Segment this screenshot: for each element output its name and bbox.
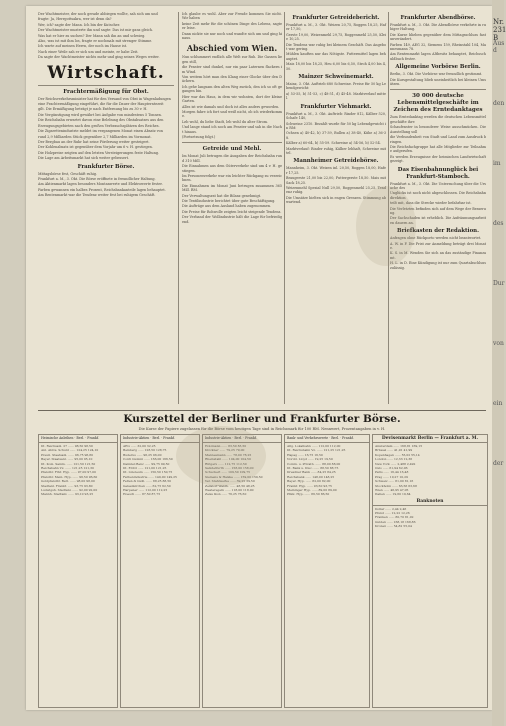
table-row: Wien ...... 46,95 47,05	[375, 487, 409, 492]
table-row: Pfälz. Hyp. ...... 86,50 86,50	[287, 492, 330, 497]
text-line: Farben gewannen ein halbes Prozent, Reichsbankanteile lagen behauptet.	[38, 187, 166, 192]
subheading-getreide: Getreide und Mehl.	[202, 146, 262, 153]
table-row: Salzdetfurth ...... 158,00 158,00	[205, 465, 254, 470]
col2-story-text	[182, 55, 282, 139]
table-row: Brüssel ...... 41,91 41,99	[375, 448, 413, 453]
table-row: Rütgers ...... 112,75 112,50	[205, 461, 247, 466]
col4-text-1	[390, 23, 486, 61]
text-line: Gerste 19,00, Weizenmehl 29,75, Roggenmehl 25,50, Kleie 10,25.	[286, 32, 386, 42]
text-line: Die Umsätze hielten sich in engen Grenzen. Stimmung abwartend.	[286, 195, 386, 205]
banknoten-title: Banknoten	[373, 498, 487, 506]
text-line: Ochsen a) 40-42, b) 37-39, Bullen a) 38-40, Kühe a) 36-38.	[286, 131, 386, 140]
text-line: Von weitem hört man den Klang einer Glocke über den Dächern.	[182, 75, 282, 84]
text-line: Die Zigarettenindustrie meldet im vergangenen Monat einen Absatz von	[38, 129, 163, 134]
text-line: Unglücks ist noch nicht abgeschlossen. Die Reichsbahndirektion	[390, 191, 486, 200]
table-row: Dollar ...... 2,44 2,46	[375, 506, 407, 511]
table-row: Amsterdam ...... 168,81 169,15	[375, 444, 423, 448]
table-row: Dt. Bank u. Disc. ...... 88,50 88,75	[287, 465, 339, 470]
adjacent-page-text: von	[493, 340, 504, 347]
bourse-table-devisen	[372, 434, 488, 708]
text-line: eine Frachtermäßigung eingeführt, die für die Dauer der Haupterntezeit	[38, 102, 164, 107]
text-line: Im Personenverkehr war ein leichter Rückgang zu verzeichnen.	[182, 173, 283, 183]
subheading-viehmarkt: Frankfurter Viehmarkt.	[300, 103, 372, 110]
col2-top-text	[182, 12, 282, 40]
col3-text-1	[286, 23, 386, 71]
table-row: Dt. Linoleum ...... 150,50 150,75	[123, 470, 173, 475]
text-line: Der Verwaltungsrat hat die Bilanz genehmigt.	[182, 193, 262, 198]
text-line: Alles ist wie damals und doch ist alles anders geworden.	[182, 104, 280, 109]
text-line: a) 53-55, b) 51-53, c) 48-51, d) 45-48. Marktverlauf mittel.	[286, 91, 386, 101]
text-line: Braugerste 21,00 bis 22,00, Futtergerste 18,50. Mais mit Sack 18,25.	[286, 176, 386, 185]
subheading-schweinemarkt: Mainzer Schweinemarkt.	[298, 74, 374, 81]
col1-top-text	[38, 12, 174, 60]
text-line: Mainz, 3. Okt. Auftrieb 680 Schweine. Preise für 50 kg Lebendgewicht:	[286, 82, 386, 91]
bourse-table-anleihen	[38, 434, 118, 708]
col1-boerse-text	[38, 172, 174, 198]
text-line: Zum Erntedanktag werden die deutschen Lebensmittelgeschäfte ihre	[390, 115, 486, 124]
text-line: K. S. in M. Wenden Sie sich an das zuständige Finanzamt.	[390, 251, 486, 260]
text-line: Die Holzpreise zeigten auf den letzten Versteigerungen feste Haltung.	[38, 150, 160, 155]
table-row: Nordd. Lloyd ...... 19,25 19,50	[287, 457, 333, 462]
text-line: (Fortsetzung folgt.)	[182, 134, 216, 139]
table-row: Comm. u. Privatb. ...... 88,00 88,00	[287, 461, 341, 466]
table-row: Reichsbank ...... 148,00 148,25	[287, 474, 335, 479]
column-2	[182, 12, 282, 408]
table-row: Paris ...... 16,44 16,48	[375, 470, 409, 475]
text-line: H. L. in D. Eine Kündigung ist nur zum Quartalsschluss zulässig.	[390, 261, 486, 270]
adjacent-page-text: den	[493, 100, 505, 107]
bourse-subtitle: Die Kurse der Papiere zugelassen für die Börse vom heutigen Tage sind in Reichsmark für 100 RM. Nennwert, Prozentangaben in v. H.	[138, 427, 386, 431]
table-row: Hapag ...... 16,75 16,50	[287, 452, 323, 457]
text-line: Mais 18,00 bis 18,25, Heu 6,00 bis 6,50, Stroh 4,00 bis 4,50.	[286, 62, 386, 71]
table-row: Zellstoff Waldh. ...... 48,50 48,25	[205, 483, 255, 488]
table-row: Siemens & Halske ...... 159,00 159,50	[205, 474, 263, 479]
table-row: Italien ...... 19,60 19,64	[375, 492, 411, 497]
table-row: Oslo ...... 61,94 62,06	[375, 465, 408, 470]
subheading-mannheim: Mannheimer Getreidebörse.	[293, 158, 379, 165]
table-row: London ...... 12,33 12,36	[375, 457, 413, 462]
table-row: Anl. Ablös. Schuld ...... 124,25 124,10	[41, 448, 99, 453]
subheading-abendboerse: Frankfurter Abendbörse.	[400, 15, 476, 21]
text-line: teilt mit, dass die Strecke wieder befahrbar ist.	[390, 201, 472, 206]
table-row: Stockholm ...... 63,56 63,68	[375, 483, 417, 488]
table-row: Prag ...... 10,27 10,29	[375, 474, 408, 479]
table-row: Goldpfandbr. Berl. ...... 98,00 98,00	[41, 479, 95, 484]
table-row: Allg. Lokalbahn ...... 112,00 112,00	[287, 444, 341, 448]
table-row: Harpener ...... 112,00 112,25	[123, 487, 168, 492]
text-line: Der Verband der Wollindustrie hält die Lage für befriedigend.	[182, 215, 282, 224]
text-line: Marktverlauf: Rinder ruhig, Kälber lebhaft, Schweine mittel.	[286, 146, 386, 155]
text-line: Der Bergbau an der Ruhr hat seine Förderung weiter gesteigert.	[38, 139, 150, 144]
table-row: Pfandbr. Mein. Hyp. ...... 96,50 96,60	[41, 474, 98, 479]
col4-text-3	[390, 115, 486, 163]
text-line: Leb wohl, du liebe Stadt, leb wohl du alter Strom.	[182, 119, 269, 124]
text-line: Ich warte auf meinen Herrn, der noch im Hause ist.	[38, 44, 128, 49]
text-line: Erzeugungsgebieten nach den großen Verbrauchsplätzen des Reiches.	[38, 123, 160, 128]
text-line: Die Vergünstigung wird gewährt bei Aufgabe von mindestens 5 Tonnen.	[38, 112, 162, 117]
subheading-briefkasten: Briefkasten der Redaktion.	[397, 228, 479, 235]
divider	[390, 89, 486, 90]
text-line: die Verbundenheit von Stadt und Land zum Ausdruck bringen.	[390, 135, 486, 144]
table-row: Ver. Stahlwerke ...... 39,25 39,50	[205, 479, 255, 484]
text-line: Frankfurt a. M., 3. Okt. Die Untersuchung über die Ursache des	[390, 181, 486, 190]
table-row: Franken ...... 80,70 81,02	[375, 515, 414, 520]
adjacent-page-text: im	[493, 160, 501, 167]
text-line: Mannheim, 3. Okt. Weizen inl. 20,50, Roggen 18,00, Hafer 17,25.	[286, 166, 386, 175]
text-line: Da sagte der Wachtmeister nichts mehr und ging seines Weges weiter.	[38, 55, 160, 60]
text-line: Und lange stand ich noch am Fenster und sah in die Nacht hinaus.	[182, 125, 282, 134]
text-line: rund 2,9 Milliarden Stück gegenüber 2,7 Milliarden im Vormonat.	[38, 134, 152, 139]
table-row: Daimler-Benz ...... 99,75 99,50	[123, 461, 170, 466]
subheading-getreidebericht: Frankfurter Getreidebericht.	[292, 15, 380, 21]
text-line: Die Kursgestaltung blieb uneinheitlich bei kleinen Umsätzen.	[390, 77, 486, 87]
text-line: Dann nickte sie nur noch und wandte sich um und ging hinaus.	[182, 31, 282, 41]
divider	[38, 85, 174, 86]
col3-text-3	[286, 112, 386, 156]
table-row: Preuß. Staatsanl. ...... 96,75 96,80	[41, 452, 94, 457]
table-header: Industrie-Aktien · Berl. · Frankf.	[203, 435, 281, 443]
bourse-rule	[38, 410, 486, 411]
table-row: Pfandbr. Frkf. Hyp. ...... 97,00 97,00	[41, 470, 96, 475]
text-line: Der Wachtmeister musterte ihn und sagte: Das ist mir ganz gleich.	[38, 28, 154, 33]
table-row: Klöckner ...... 79,25 79,00	[205, 448, 245, 453]
column-rule	[284, 12, 285, 404]
text-line: die Fenster sind dunkel, nur ein paar Laternen flackern im Wind.	[182, 65, 282, 74]
text-line: Es werden Erzeugnisse der heimischen Landwirtschaft gezeigt.	[390, 154, 486, 164]
table-row: Gulden ...... 168,18 168,86	[375, 519, 416, 524]
table-row: Kronen ...... 54,82 55,04	[375, 524, 412, 529]
text-line: Mühlen kauften nur das Nötigste. Futtermittel lagen behauptet.	[286, 52, 386, 61]
text-line: Farben 149, AEG 32, Siemens 159, Rheinstahl 104, Mannesmann 78.	[390, 42, 486, 52]
table-rows	[373, 443, 487, 498]
adjacent-page-text: der	[493, 460, 504, 467]
bourse-title: Kurszettel der Berliner und Frankfurter Börse.	[123, 413, 401, 425]
text-line: Hier war das Haus, in dem wir wohnten, dort der kleine Garten.	[182, 94, 282, 104]
table-row: Dt. Erdöl ...... 121,00 121,25	[123, 465, 167, 470]
text-line: Ich glaube es wohl. Aber zur Freude kommen Sie nicht. Wir haben	[182, 12, 282, 21]
text-line: Die Lage am Arbeitsmarkt hat sich weiter gebessert.	[38, 156, 130, 161]
adjacent-page-text: ein	[493, 400, 503, 407]
table-row: Felten & Guill. ...... 88,25 88,50	[123, 479, 172, 484]
text-line: Am Rentenmarkt lagen Altbesitz behauptet, Reichsschuldbuch fester.	[390, 52, 486, 61]
text-line: Im Monat Juli betrugen die Ausgaben der Reichsbahn rund 310 Mill.	[182, 154, 282, 163]
headline-lebensmittel: 30 000 deutsche Lebensmittelgeschäfte im Zeichen des Erntedanktages	[393, 93, 483, 114]
text-line: Frankfurt a. M., 3. Okt. Auftrieb: Rinder 812, Kälber 520, Schafe 140,	[286, 111, 386, 121]
table-row: Mannesmann ...... 78,00 78,25	[205, 452, 252, 457]
table-row: Mannh. Stadtanl. ...... 93,10 93,25	[41, 492, 94, 497]
text-line: keine Zeit mehr für die schönen Dinge des Lebens, sagte er leise.	[182, 21, 282, 31]
text-line: Der Sachschaden ist erheblich. Die Aufräumungsarbeiten dauern an.	[390, 216, 486, 225]
table-row: Ludwigsh. Stadtanl. ...... 92,00 92,00	[41, 487, 98, 492]
table-row: Reichsbahn Vz. ...... 121,25 121,30	[41, 465, 94, 470]
text-line: Die Tendenz war ruhig bei kleinem Geschäft. Das Angebot war gering.	[286, 42, 386, 52]
table-rows	[373, 506, 487, 530]
text-line: Morgen fahre ich fort und weiß nicht, ob ich wiederkomme.	[182, 109, 283, 119]
text-line: Frankfurt a. M., 3. Okt. Die Börse eröffnete in freundlicher Haltung.	[38, 176, 156, 181]
text-line: Frankfurt a. M., 3. Okt. Die Abendbörse verkehrte in ruhiger Haltung.	[390, 23, 486, 32]
text-line: Berlin, 3. Okt. Die Vorbörse war freundlich gestimmt.	[390, 72, 483, 77]
adjacent-page-text: des	[493, 220, 504, 227]
table-row: Hoesch ...... 87,50 87,75	[123, 492, 161, 497]
text-line: Die Reichsfachgruppe hat alle Mitglieder zur Teilnahme aufgerufen.	[390, 144, 486, 154]
table-row: New York ...... 2,488 2,492	[375, 461, 416, 466]
text-line: Der Kohlenabsatz ist gegenüber dem Vorjahr um 6 v. H. gestiegen.	[38, 145, 153, 150]
table-row: Stadtanl. Frankf. ...... 93,75 93,80	[41, 483, 93, 488]
text-line: fragte: Ja, Herrgottsakra, wer ist denn da?	[38, 17, 112, 22]
table-row: Meininger Hyp. ...... 89,00 89,00	[287, 487, 337, 492]
text-line: Die Kurse blieben gegenüber dem Mittagsschluss fast unverändert.	[390, 32, 486, 42]
col3-text-2	[286, 82, 386, 101]
text-line: Die Einnahmen aus dem Güterverkehr sind um 4 v. H. gestiegen.	[182, 164, 282, 173]
col4-text-2	[390, 72, 486, 86]
subheading-vorboerse: Allgemeine Vorbörse Berlin.	[395, 64, 481, 71]
table-row: Bemberg ...... 128,50 128,75	[123, 448, 167, 453]
table-row: Schweiz ...... 81,00 81,16	[375, 479, 414, 484]
text-line: Die Preise für Rohwolle zeigten leicht steigende Tendenz.	[182, 209, 282, 214]
text-line: Der Reichsverkehrsminister hat für den Versand von Obst in Wagenladungen	[38, 96, 171, 101]
column-1	[38, 12, 174, 408]
paper-stain	[176, 426, 266, 486]
text-line: Weizenmehl Spezial Null 29,50, Roggenmehl 25,25. Tendenz ruhig.	[286, 185, 386, 195]
table-row: Kopenhagen ...... 55,02 55,14	[375, 452, 420, 457]
table-rows	[39, 443, 117, 498]
table-row: Bayer. Hyp. ...... 82,00 82,00	[287, 479, 331, 484]
section-title-wirtschaft: Wirtschaft.	[47, 62, 165, 83]
table-row: Bayer. Staatsanl. ...... 95,00 95,10	[41, 457, 93, 462]
newspaper-page	[26, 6, 492, 710]
table-row: Gelsenkirchen ...... 62,75 62,50	[123, 483, 171, 488]
adjacent-page-edge	[492, 0, 504, 726]
col1-body-text	[38, 97, 174, 161]
divider	[182, 142, 282, 143]
text-line: Ich gehe langsam den alten Weg zurück, den ich so oft gegangen bin.	[182, 84, 282, 94]
table-row: Frankf. Hyp. ...... 93,50 93,75	[287, 483, 332, 488]
table-row: Dt. Kom. Samm. ...... 121,50 121,50	[41, 461, 96, 466]
text-line: Mittagsbörse fest, Geschäft ruhig.	[38, 171, 97, 176]
paper-stain	[356, 186, 416, 266]
table-row: Schuckert ...... 109,50 109,75	[205, 470, 251, 475]
table-row: Zeiss Ikon ...... 76,25 76,50	[205, 492, 247, 497]
table-row: Holzmann ...... 83,50 83,50	[205, 444, 247, 448]
devisen-title: Devisenmarkt Berlin — Frankfurt a. M.	[373, 435, 487, 443]
text-line: Frankfurt a. M., 3. Okt. Weizen 20,75, Roggen 18,25, Hafer 17,50,	[286, 23, 386, 32]
text-line: A. W. in F. Die Frist zur Anmeldung beträgt drei Monate.	[390, 241, 486, 250]
text-line: Also, was ist mit ihm los, fragte er nochmals mit strenger Stimme.	[38, 39, 153, 44]
table-row: Dt. Reichsbahn Vz. ...... 121,25 121,25	[287, 448, 346, 453]
table-row: Westeregeln ...... 118,00 118,00	[205, 487, 254, 492]
subheading-frankfurter-boerse: Frankfurter Börse.	[77, 163, 135, 170]
table-header: Industrie-Aktien · Berl. · Frankf.	[121, 435, 199, 443]
text-line: Schaufenster in besonderer Weise ausschmücken. Die Ausstellung soll	[390, 125, 486, 134]
text-line: gilt. Die Ermäßigung beträgt je nach Entfernung bis zu 30 v. H.	[38, 107, 148, 112]
text-line: Die Einnahmen im Monat Juni betrugen zusammen 365 Mill. RM.	[182, 183, 282, 193]
text-line: Nach einer Weile sah er sich um und meinte, er habe Zeit.	[38, 49, 139, 54]
text-line: Die Textilindustrie berichtet über gute Beschäftigung.	[182, 199, 276, 203]
story-title-abschied: Abschied vom Wien.	[186, 43, 278, 54]
text-line: Die Verletzten befinden sich auf dem Wege der Besserung.	[390, 206, 486, 215]
text-line: Die Aufträge aus dem Ausland haben zugenommen.	[182, 204, 272, 209]
subheading-obst: Frachtermäßigung für Obst.	[63, 88, 149, 95]
bourse-table-banken	[284, 434, 370, 708]
text-line: Am Rentenmarkt war die Tendenz weiter fest bei ruhigem Geschäft.	[38, 193, 156, 198]
table-row: AEG ...... 32,00 32,25	[123, 444, 156, 448]
subheading-eisenbahnunglueck: Das Eisenbahnunglück bei Frankfurt-Stamboch.	[397, 166, 479, 180]
table-row: Dt. Reichsanl. 27 ...... 98,50 98,50	[41, 444, 93, 448]
text-line: Die Reichsbahn erwartet davon eine Belebung des Obstabsatzes aus den	[38, 118, 164, 123]
table-row: Pfund ...... 12,22 12,26	[375, 511, 410, 516]
adjacent-page-text: Dur	[493, 280, 505, 287]
table-row: Conti Gummi ...... 166,00 166,50	[123, 457, 173, 462]
table-row: Buderus ...... 96,25 96,00	[123, 452, 162, 457]
col2-lower-text	[182, 154, 282, 224]
table-row: Dresdner Bank ...... 84,25 84,25	[287, 470, 336, 475]
table-header: Heimische Anleihen · Berl. · Frankf.	[39, 435, 117, 443]
text-line: Wer, ich? sagte der Mann. Ich bin der Kutscher.	[38, 22, 121, 27]
table-rows	[285, 443, 369, 498]
text-line: Anfragen ohne Rückporto werden nicht beantwortet.	[390, 236, 482, 241]
text-line: Was hat er hier zu suchen? Der Mann sah ihn an und schwieg.	[38, 33, 146, 38]
table-header: Bank- und Verkehrswerte · Berl. · Frankf.	[285, 435, 369, 443]
text-line: Kälber a) 60-64, b) 55-59. Schweine a) 54-56, b) 52-54.	[286, 141, 381, 146]
adjacent-page-number: Nr. 231 B	[493, 18, 506, 42]
column-rule	[178, 12, 179, 404]
text-line: Schweine 2310. Bezahlt wurde für 50 kg Lebendgewicht in RM:	[286, 121, 386, 130]
table-row: Farbenindustrie ...... 149,00 149,25	[123, 474, 177, 479]
text-line: Nun schlummert endlich alle Welt zur Ruh. Die Gassen liegen still,	[182, 55, 282, 64]
table-row: Rheinstahl ...... 104,00 104,50	[205, 457, 251, 462]
text-line: Der Wachtmeister, der noch gerade abbiegen wollte, sah sich um und	[38, 12, 158, 16]
text-line: Am Aktienmarkt lagen besonders Montanwerte und Elektrowerte fester.	[38, 182, 163, 187]
adjacent-page-text: Aus d	[493, 40, 505, 54]
